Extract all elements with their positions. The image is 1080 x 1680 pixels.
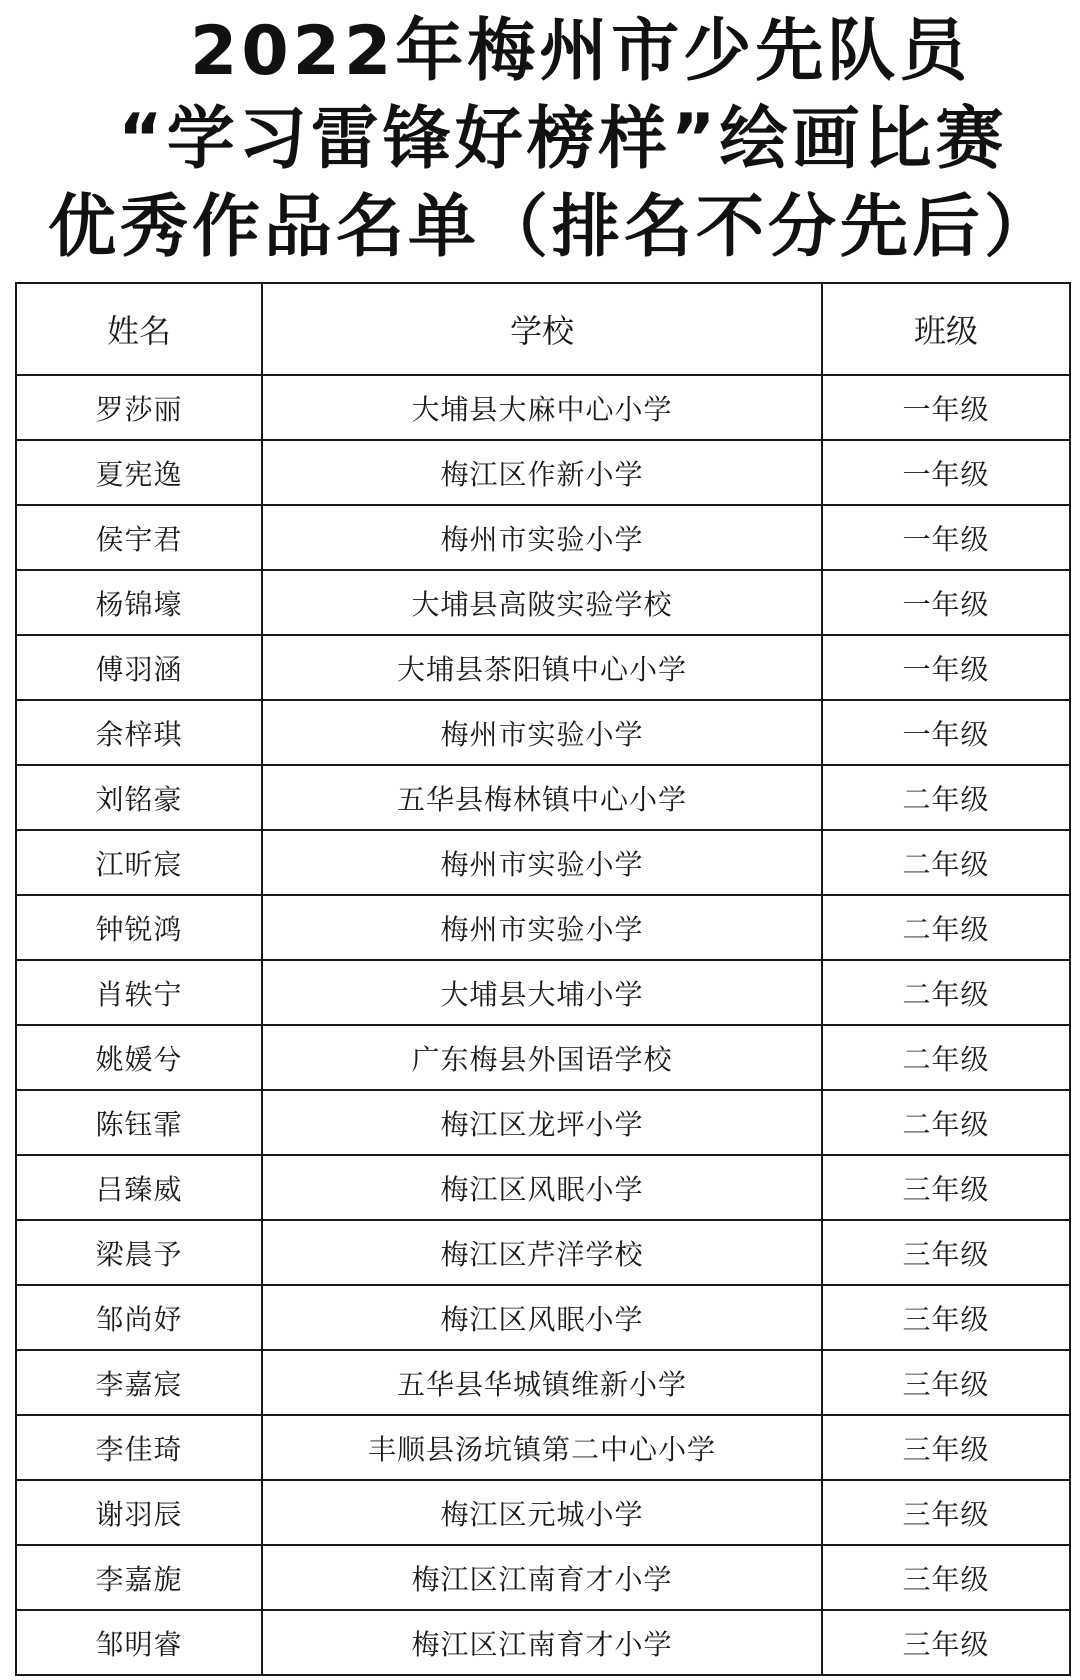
- cell-name: 傅羽涵: [16, 635, 262, 700]
- table-row: [16, 1610, 1070, 1675]
- cell-name: 邹明睿: [16, 1610, 262, 1675]
- cell-name: 肖轶宁: [16, 960, 262, 1025]
- cell-name: 余梓琪: [16, 700, 262, 765]
- cell-school: 梅江区芹洋学校: [262, 1220, 822, 1285]
- cell-grade: 三年级: [822, 1155, 1070, 1220]
- cell-name: 刘铭豪: [16, 765, 262, 830]
- cell-name: 陈钰霏: [16, 1090, 262, 1155]
- cell-grade: 三年级: [822, 1220, 1070, 1285]
- cell-name: 姚媛兮: [16, 1025, 262, 1090]
- title-line-1: 2022年梅州市少先队员: [190, 12, 972, 91]
- cell-school: 梅州市实验小学: [262, 505, 822, 570]
- table-row: [16, 1220, 1070, 1285]
- table-header-row: [16, 283, 1070, 375]
- cell-grade: 二年级: [822, 765, 1070, 830]
- header-school: 学校: [262, 283, 822, 375]
- table-row: [16, 895, 1070, 960]
- table-row: [16, 440, 1070, 505]
- cell-grade: 一年级: [822, 440, 1070, 505]
- cell-grade: 一年级: [822, 375, 1070, 440]
- table-row: [16, 765, 1070, 830]
- table-row: [16, 570, 1070, 635]
- cell-grade: 二年级: [822, 830, 1070, 895]
- cell-grade: 二年级: [822, 1090, 1070, 1155]
- title-line-2: “学习雷锋好榜样”绘画比赛: [118, 100, 1008, 179]
- cell-name: 吕臻威: [16, 1155, 262, 1220]
- cell-school: 梅江区风眠小学: [262, 1285, 822, 1350]
- cell-school: 大埔县大麻中心小学: [262, 375, 822, 440]
- table-body: [16, 375, 1070, 1675]
- table-row: [16, 1025, 1070, 1090]
- cell-school: 大埔县茶阳镇中心小学: [262, 635, 822, 700]
- header-grade: 班级: [822, 283, 1070, 375]
- cell-school: 广东梅县外国语学校: [262, 1025, 822, 1090]
- cell-grade: 二年级: [822, 895, 1070, 960]
- cell-school: 梅江区龙坪小学: [262, 1090, 822, 1155]
- cell-grade: 三年级: [822, 1610, 1070, 1675]
- cell-grade: 三年级: [822, 1480, 1070, 1545]
- cell-school: 梅江区江南育才小学: [262, 1610, 822, 1675]
- cell-school: 梅州市实验小学: [262, 895, 822, 960]
- cell-grade: 三年级: [822, 1415, 1070, 1480]
- cell-grade: 一年级: [822, 700, 1070, 765]
- cell-name: 李嘉旎: [16, 1545, 262, 1610]
- table-row: [16, 505, 1070, 570]
- cell-school: 大埔县大埔小学: [262, 960, 822, 1025]
- cell-grade: 一年级: [822, 505, 1070, 570]
- cell-school: 丰顺县汤坑镇第二中心小学: [262, 1415, 822, 1480]
- cell-school: 梅江区风眠小学: [262, 1155, 822, 1220]
- cell-name: 罗莎丽: [16, 375, 262, 440]
- cell-grade: 三年级: [822, 1545, 1070, 1610]
- cell-name: 夏宪逸: [16, 440, 262, 505]
- cell-name: 谢羽辰: [16, 1480, 262, 1545]
- table-row: [16, 830, 1070, 895]
- cell-school: 梅州市实验小学: [262, 830, 822, 895]
- cell-school: 五华县梅林镇中心小学: [262, 765, 822, 830]
- cell-name: 李嘉宸: [16, 1350, 262, 1415]
- cell-school: 梅江区江南育才小学: [262, 1545, 822, 1610]
- table-row: [16, 1155, 1070, 1220]
- cell-school: 梅江区元城小学: [262, 1480, 822, 1545]
- cell-school: 梅州市实验小学: [262, 700, 822, 765]
- cell-name: 侯宇君: [16, 505, 262, 570]
- cell-grade: 三年级: [822, 1285, 1070, 1350]
- table-row: [16, 1545, 1070, 1610]
- cell-name: 江昕宸: [16, 830, 262, 895]
- winners-table: [15, 282, 1071, 1676]
- header-name: 姓名: [16, 283, 262, 375]
- cell-name: 杨锦壕: [16, 570, 262, 635]
- cell-grade: 三年级: [822, 1350, 1070, 1415]
- cell-school: 五华县华城镇维新小学: [262, 1350, 822, 1415]
- table-row: [16, 1350, 1070, 1415]
- cell-grade: 一年级: [822, 570, 1070, 635]
- cell-name: 钟锐鸿: [16, 895, 262, 960]
- table-row: [16, 1415, 1070, 1480]
- cell-name: 李佳琦: [16, 1415, 262, 1480]
- table-row: [16, 1090, 1070, 1155]
- title-line-3: 优秀作品名单（排名不分先后）: [48, 188, 1057, 267]
- page-title: [0, 0, 1080, 282]
- table-row: [16, 635, 1070, 700]
- cell-school: 梅江区作新小学: [262, 440, 822, 505]
- cell-name: 梁晨予: [16, 1220, 262, 1285]
- cell-school: 大埔县高陂实验学校: [262, 570, 822, 635]
- table-row: [16, 960, 1070, 1025]
- cell-grade: 一年级: [822, 635, 1070, 700]
- table-row: [16, 1285, 1070, 1350]
- table-row: [16, 1480, 1070, 1545]
- cell-grade: 二年级: [822, 960, 1070, 1025]
- table-row: [16, 375, 1070, 440]
- cell-grade: 二年级: [822, 1025, 1070, 1090]
- table-row: [16, 700, 1070, 765]
- cell-name: 邹尚妤: [16, 1285, 262, 1350]
